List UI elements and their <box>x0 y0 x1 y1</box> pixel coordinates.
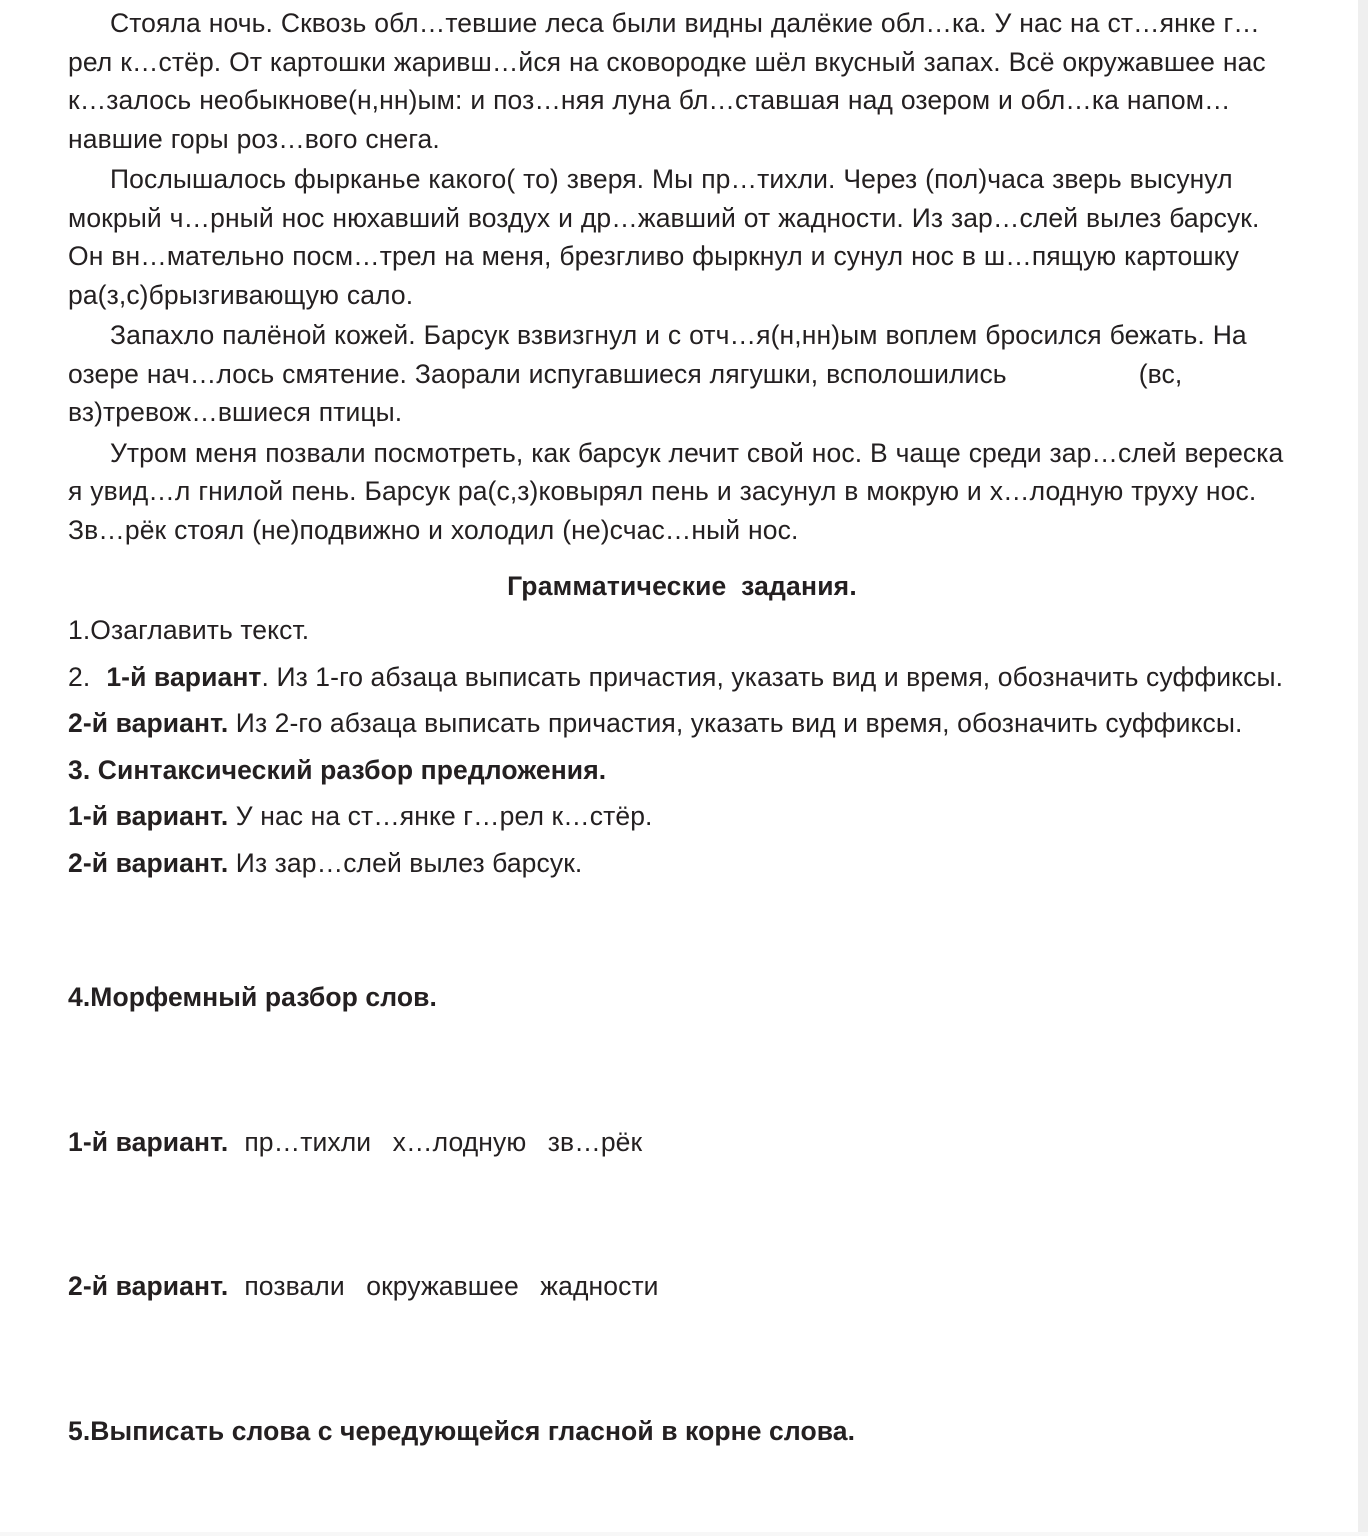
task-3-variant-2-sentence: Из зар…слей вылез барсук. <box>228 847 583 878</box>
task-2-number: 2. <box>68 661 91 692</box>
task-2-variant-2-body: Из 2-го абзаца выписать причастия, указать вид и время, обозначить суффиксы. <box>228 708 1243 738</box>
task-4-label: 4.Морфемный разбор слов. <box>68 982 438 1012</box>
dictation-paragraph-3-part-2: (вс, вз)тревож…вшиеся птицы. <box>68 358 1183 427</box>
blank-space-answer-area-2 <box>68 1161 1296 1267</box>
blank-space-answer-area-3 <box>68 1306 1296 1412</box>
task-2-body: . Из 1-го абзаца выписать причастия, указать вид и время, обозначить суффиксы. <box>261 661 1284 692</box>
task-3-label: 3. Синтаксический разбор предложения. <box>68 754 607 785</box>
task-3-variant-2 <box>68 844 1296 883</box>
blank-space-answer-area-1 <box>68 1017 1296 1123</box>
section-heading-grammar-tasks: Грамматические задания. <box>507 571 857 601</box>
task-3-variant-1 <box>68 797 1296 836</box>
dictation-paragraph-1: Стояла ночь. Сквозь обл…тевшие леса были видны далёкие обл…ка. У нас на ст…янке г…рел к…стёр. От картошки жаривш…йся на сковородке шёл вкусный запах. Всё окружавшее нас к…залось необыкнове(н,нн)ым: и поз…няя луна бл…ставшая над озером и обл…ка напом…навшие горы роз…вого снега. <box>68 8 1266 154</box>
dictation-paragraph-3 <box>68 316 1296 432</box>
task-4-variant-1 <box>68 1123 1296 1162</box>
task-4 <box>68 978 1296 1017</box>
task-5-label: 5.Выписать слова с чередующейся гласной в корне слова. <box>68 1415 856 1446</box>
page-bottom-margin-gutter <box>0 1532 1368 1536</box>
task-2-variant-2-label: 2-й вариант. <box>68 708 229 738</box>
dictation-paragraph-3-part-1: Запахло палёной кожей. Барсук взвизгнул и с отч…я(н,нн)ым воплем бросился бежать. На озере нач…лось смятение. Заорали испугавшиеся лягушки, всполошились <box>68 320 1247 389</box>
task-4-variant-2-label: 2-й вариант. <box>68 1271 229 1301</box>
page-right-margin-gutter <box>1358 0 1368 1536</box>
task-4-variant-1-words: пр…тихли х…лодную зв…рёк <box>244 1126 643 1157</box>
task-4-variant-1-label: 1-й вариант. <box>68 1126 229 1157</box>
task-3-variant-1-label: 1-й вариант. <box>68 801 229 831</box>
task-1: 1.Озаглавить текст. <box>68 615 310 645</box>
task-3-variant-1-sentence: У нас на ст…янке г…рел к…стёр. <box>228 801 653 831</box>
task-2-variant-2 <box>68 704 1296 743</box>
task-4-variant-2 <box>68 1267 1296 1306</box>
dictation-paragraph-2: Послышалось фырканье какого( то) зверя. Мы пр…тихли. Через (пол)часа зверь высунул мокрый ч…рный нос нюхавший воздух и др…жавший от жадности. Из зар…слей вылез барсук. Он вн…мательно посм…трел на меня, брезгливо фыркнул и сунул нос в ш…пящую картошку ра(з,с)брызгивающую сало. <box>68 164 1260 310</box>
dictation-paragraph-4: Утром меня позвали посмотреть, как барсук лечит свой нос. В чаще среди зар…слей вереска я увид…л гнилой пень. Барсук ра(с,з)ковырял пень и засунул в мокрую и х…лодную труху нос. Зв…рёк стоял (не)подвижно и холодил (не)счас…ный нос. <box>68 437 1284 545</box>
task-3-variant-2-label: 2-й вариант. <box>68 847 229 878</box>
task-2 <box>68 658 1296 697</box>
task-5 <box>68 1412 1296 1451</box>
task-3 <box>68 751 1296 790</box>
blank-space <box>68 882 1296 978</box>
task-2-variant-label: 1-й вариант <box>106 661 262 692</box>
task-4-variant-2-words: позвали окружавшее жадности <box>244 1271 659 1301</box>
